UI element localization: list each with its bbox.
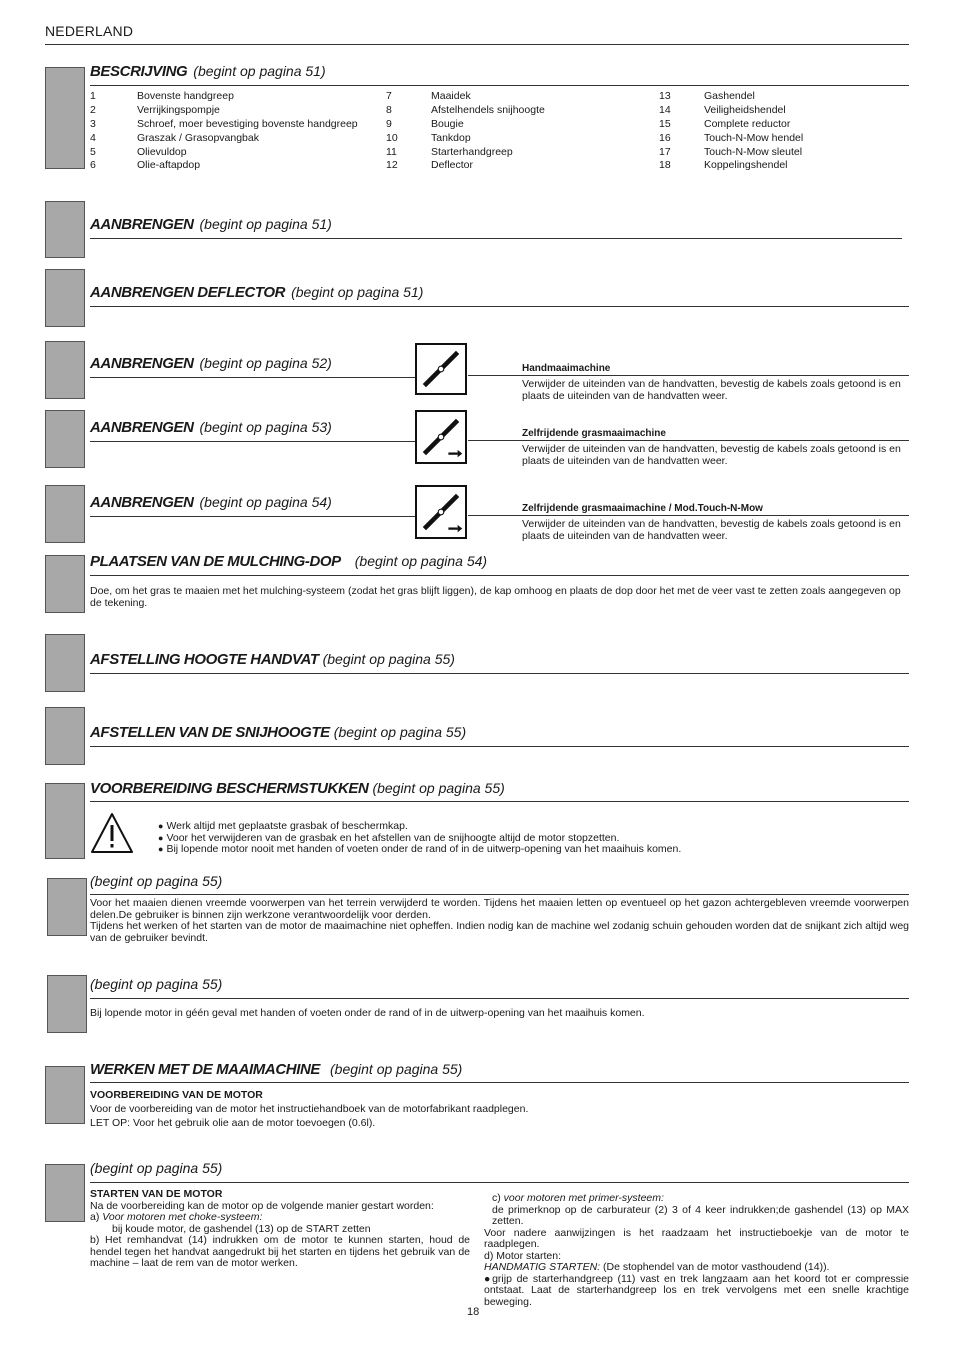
section-marker	[45, 555, 85, 613]
section-marker	[45, 269, 85, 327]
parts-list-col2	[386, 90, 545, 173]
list-item: 3 Schroef, moer bevestiging bovenste handgreep	[90, 117, 358, 130]
section-title-mulching: PLAATSEN VAN DE MULCHING-DOP (begint op pagina 54)	[90, 553, 488, 570]
start-instructions-left: STARTEN VAN DE MOTOR Na de voorbereiding kan de motor op de volgende manier gestart worden: a) Voor motoren met choke-systeem: bij koude motor, de gashendel (13) op de START zetten b) Het remhandvat (14) indrukken om de motor te kunnen starten, houd de hendel tegen het handvat aangedrukt bij het starten en tijdens het gebruik van de machine – laat de rem van de motor werken.	[90, 1188, 470, 1269]
handle-cable-diagram	[415, 343, 467, 395]
section-marker	[45, 1066, 85, 1124]
body-text: LET OP: Voor het gebruik olie aan de motor toevoegen (0.6l).	[90, 1117, 376, 1129]
warning-icon	[90, 812, 134, 854]
section-title-page-ref: (begint op pagina 55)	[90, 976, 223, 992]
list-item: 8 Afstelhendels snijhoogte	[386, 103, 545, 116]
section-marker	[45, 67, 85, 169]
section-title-aanbrengen-53: AANBRENGEN (begint op pagina 53)	[90, 419, 332, 436]
section-marker	[45, 707, 85, 765]
list-item: 10 Tankdop	[386, 131, 471, 144]
section-title-aanbrengen-51: AANBRENGEN (begint op pagina 51)	[90, 216, 332, 233]
list-item: 5 Olievuldop	[90, 145, 187, 158]
header-rule	[45, 44, 909, 45]
machine-type-title: Zelfrijdende grasmaaimachine	[522, 428, 666, 439]
list-item: 2 Verrijkingspompje	[90, 103, 220, 116]
section-marker	[45, 201, 85, 258]
list-item: 15 Complete reductor	[659, 117, 791, 130]
list-item: ● Voor het verwijderen van de grasbak en het afstellen van de snijhoogte altijd de motor stopzetten.	[158, 833, 681, 845]
section-title-aanbrengen-54: AANBRENGEN (begint op pagina 54)	[90, 494, 332, 511]
list-item: 18 Koppelingshendel	[659, 159, 788, 172]
page-number: 18	[467, 1306, 480, 1318]
section-title-deflector: AANBRENGEN DEFLECTOR (begint op pagina 51)	[90, 284, 424, 301]
list-item: 13 Gashendel	[659, 90, 755, 102]
section-title-snijhoogte: AFSTELLEN VAN DE SNIJHOOGTE (begint op pagina 55)	[90, 724, 467, 741]
machine-instruction: Verwijder de uiteinden van de handvatten, bevestig de kabels zoals getoond is en plaats de uiteinden van de handvatten weer.	[522, 443, 901, 467]
list-item: 6 Olie-aftapdop	[90, 159, 201, 172]
list-item: 7 Maaidek	[386, 90, 471, 102]
section-title-werken: WERKEN MET DE MAAIMACHINE (begint op pagina 55)	[90, 1061, 463, 1078]
list-item: 17 Touch-N-Mow sleutel	[659, 145, 803, 158]
section-title-aanbrengen-52: AANBRENGEN (begint op pagina 52)	[90, 355, 332, 372]
section-title-page-ref: (begint op pagina 55)	[90, 873, 223, 889]
machine-instruction: Verwijder de uiteinden van de handvatten, bevestig de kabels zoals getoond is en plaats de uiteinden van de handvatten weer.	[522, 378, 901, 402]
handle-cable-diagram	[415, 410, 467, 464]
section-marker	[45, 1164, 85, 1222]
list-item: ● Werk altijd met geplaatste grasbak of beschermkap.	[158, 821, 681, 833]
list-item: 1 Bovenste handgreep	[90, 90, 234, 102]
section-marker	[47, 975, 87, 1033]
section-title-handvat: AFSTELLING HOOGTE HANDVAT (begint op pagina 55)	[90, 651, 455, 668]
section-title-page-ref: (begint op pagina 55)	[90, 1160, 223, 1176]
mulching-text: Doe, om het gras te maaien met het mulching-systeem (zodat het gras blijft liggen), de kap omhoog en plaats de dop door het met de veer vast te zetten zoals aangegeven op de tekening.	[90, 585, 901, 609]
list-item: ● Bij lopende motor nooit met handen of voeten onder de rand of in de uitwerp-opening van het maaihuis komen.	[158, 844, 681, 856]
handle-cable-diagram	[415, 485, 467, 539]
section-marker	[45, 485, 85, 543]
section-marker	[45, 783, 85, 859]
section-marker	[47, 878, 87, 936]
section-marker	[45, 410, 85, 468]
safety-text: Bij lopende motor in géén geval met handen of voeten onder de rand of in de uitwerp-opening van het maaihuis komen.	[90, 1007, 645, 1019]
machine-type-title: Zelfrijdende grasmaaimachine / Mod.Touch-N-Mow	[522, 503, 763, 514]
list-item: 11 Starterhandgreep	[386, 145, 513, 158]
list-item: 16 Touch-N-Mow hendel	[659, 131, 804, 144]
start-instructions-right: c) voor motoren met primer-systeem: de primerknop op de carburateur (2) 3 of 4 keer indrukken;de gashendel (13) op MAX zetten. Voor nadere aanwijzingen is het raadzaam het instructieboekje van de motor te raadplegen. d) Motor starten: HANDMATIG STARTEN: (De stophendel van de motor vasthoudend (14)). ●grijp de starterhandgreep (11) vast en trek langzaam aan het koord tot er compressie ontstaat. Laat de starterhandgreep los en trek vervolgens met een snelle krachtige beweging.	[484, 1192, 909, 1308]
section-title-beschermstukken: VOORBEREIDING BESCHERMSTUKKEN (begint op pagina 55)	[90, 780, 505, 797]
safety-text: Voor het maaien dienen vreemde voorwerpen van het terrein verwijderd te worden. Tijdens het maaien letten op eventueel op het gazon achtergebleven vreemde voorwerpen delen.De gebruiker is binnen zijn werkzone verantwoordelijk voor derden. Tijdens het werken of het starten van de motor de maaimachine niet opheffen. Indien nodig kan de machine wel zodanig schuin gehouden worden dat de snijkant zich altijd weg van de gebruiker bevindt.	[90, 897, 909, 944]
safety-bullet-list	[158, 821, 681, 856]
list-item: 9 Bougie	[386, 117, 464, 130]
parts-list-col1	[90, 90, 358, 173]
section-title-beschrijving: BESCRIJVING (begint op pagina 51)	[90, 63, 326, 80]
parts-list-col3	[659, 90, 803, 173]
machine-instruction: Verwijder de uiteinden van de handvatten, bevestig de kabels zoals getoond is en plaats de uiteinden van de handvatten weer.	[522, 518, 901, 542]
list-item: 4 Graszak / Grasopvangbak	[90, 131, 259, 144]
section-marker	[45, 341, 85, 399]
section-marker	[45, 634, 85, 692]
country-header: NEDERLAND	[45, 23, 134, 39]
list-item: 14 Veiligheidshendel	[659, 103, 786, 116]
list-item: 12 Deflector	[386, 159, 474, 172]
machine-type-title: Handmaaimachine	[522, 363, 611, 374]
body-text: Voor de voorbereiding van de motor het instructiehandboek van de motorfabrikant raadplegen.	[90, 1103, 529, 1115]
subsection-title: VOORBEREIDING VAN DE MOTOR	[90, 1089, 263, 1101]
